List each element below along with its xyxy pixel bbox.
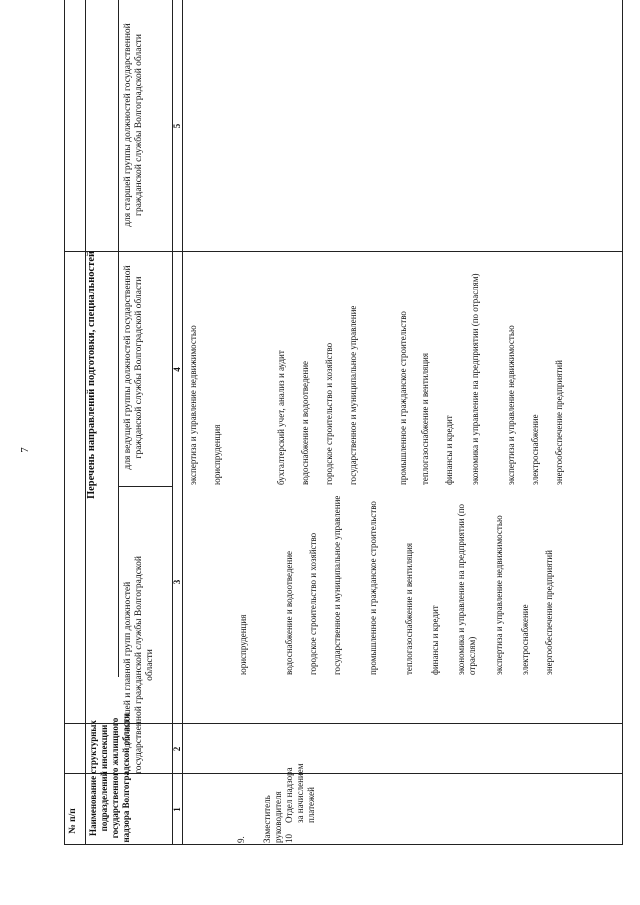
list-item: бухгалтерский учет, анализ и аудит xyxy=(276,350,286,485)
header-col5: для старшей группы должностей государственной гражданской службы Волгоградской области xyxy=(123,23,144,227)
row-name: Заместитель руководителя xyxy=(262,791,283,843)
row-number: 9. xyxy=(236,836,246,843)
grid-line xyxy=(64,0,65,845)
grid-line xyxy=(64,844,622,845)
grid-line xyxy=(622,0,623,845)
column-number-2: 2 xyxy=(172,746,182,752)
column-number-3: 3 xyxy=(172,579,182,585)
list-item: экономика и управление на предприятии (по отраслям) xyxy=(456,503,477,675)
header-col4: для ведущей группы должностей государственной гражданской службы Волгоградской области xyxy=(123,265,144,470)
column-number-5: 5 xyxy=(172,123,182,129)
list-item: экспертиза и управление недвижимостью xyxy=(506,325,516,485)
list-item: теплогазоснабжение и вентиляция xyxy=(404,542,414,675)
header-col2: Наименование структурных подразделений инспекции государственного жилищного надзора Волгоградской области xyxy=(88,713,131,843)
grid-line xyxy=(64,251,622,252)
grid-line xyxy=(182,0,183,845)
list-item: городское строительство и хозяйство xyxy=(308,532,318,675)
list-item: энергообеспечение предприятий xyxy=(544,550,554,675)
list-item: водоснабжение и водоотведение xyxy=(284,550,294,675)
column-number-4: 4 xyxy=(172,367,182,372)
carryover-col4-item: экспертиза и управление недвижимостью xyxy=(188,325,198,485)
row-name: Отдел надзора за начислением платежей xyxy=(284,763,316,823)
list-item: теплогазоснабжение и вентиляция xyxy=(420,352,430,485)
row-number: 10 xyxy=(284,834,294,843)
column-number-1: 1 xyxy=(172,807,182,812)
list-item: государственное и муниципальное управление xyxy=(348,305,358,485)
header-col1: № п/п xyxy=(68,808,78,834)
list-item: водоснабжение и водоотведение xyxy=(300,360,310,485)
list-item: энергообеспечение предприятий xyxy=(554,360,564,485)
header-col3: для высшей и главной групп должностей государственной гражданской службы Волгоградской области xyxy=(123,556,155,774)
carryover-col4-item: юриспруденция xyxy=(212,424,222,485)
list-item: промышленное и гражданское строительство xyxy=(368,501,378,675)
list-item: финансы и кредит xyxy=(444,415,454,485)
page-number: 7 xyxy=(19,447,31,453)
grid-line xyxy=(118,0,119,677)
grid-line xyxy=(118,486,172,487)
list-item: юриспруденция xyxy=(238,614,248,675)
list-item: электроснабжение xyxy=(520,604,530,675)
list-item: промышленное и гражданское строительство xyxy=(398,311,408,485)
list-item: экспертиза и управление недвижимостью xyxy=(494,515,504,675)
header-group: Перечень направлений подготовки, специальностей xyxy=(86,250,97,500)
list-item: государственное и муниципальное управление xyxy=(332,495,342,675)
list-item: финансы и кредит xyxy=(430,605,440,675)
list-item: экономика и управление на предприятии (по отраслям) xyxy=(470,273,480,485)
list-item: электроснабжение xyxy=(530,414,540,485)
list-item: городское строительство и хозяйство xyxy=(324,342,334,485)
